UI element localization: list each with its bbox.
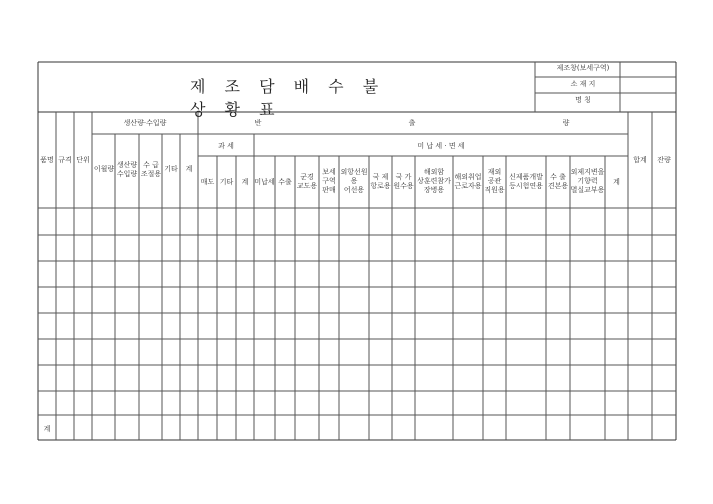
header-tax-exempt-10: 재외 공관 직원용 <box>484 168 505 194</box>
header-production-import: 생산량 수입량 <box>116 161 138 178</box>
header-tax-exempt-9: 해외취업 근로자용 <box>454 173 482 190</box>
info-name-label: 명 칭 <box>575 96 591 104</box>
header-supply-adjust: 수 급 조절용 <box>140 161 162 178</box>
header-tax-exempt-8: 해외함 상훈련참가 장병용 <box>417 168 451 194</box>
header-unit: 단위 <box>76 156 90 164</box>
footer-total-label: 계 <box>43 425 51 433</box>
header-subtotal-in: 계 <box>185 165 193 173</box>
form-title: 제 조 담 배 수 불 상 황 표 <box>190 77 386 119</box>
header-spec: 규격 <box>58 156 72 164</box>
header-outgoing-3: 량 <box>562 119 570 127</box>
header-outgoing-2: 출 <box>408 119 416 127</box>
header-other-in: 기타 <box>164 165 178 173</box>
header-grand-total: 합계 <box>633 156 647 164</box>
header-untaxed: 미 납 세 · 면 세 <box>417 142 465 150</box>
header-tax-exempt-7: 국 가 원수용 <box>393 173 414 190</box>
info-factory-label: 제조창(보세구역) <box>556 64 610 72</box>
header-taxed-subtotal: 계 <box>241 178 249 186</box>
header-item: 품명 <box>40 156 54 164</box>
header-dom-sales: 매도 <box>200 178 215 186</box>
header-taxed: 과 세 <box>218 142 234 150</box>
header-outgoing-1: 반 <box>254 119 262 127</box>
info-location-label: 소 재 지 <box>570 80 596 88</box>
header-tax-exempt-11: 신제품개발 등시험연용 <box>509 173 543 190</box>
header-tax-exempt-5: 외항선원 용 어선용 <box>340 168 368 194</box>
header-production-group: 생산량·수입량 <box>123 119 167 127</box>
header-tax-exempt-13: 외제지변을 기향력 멸실교부용 <box>570 168 605 194</box>
header-carryover: 이월량 <box>93 165 115 173</box>
header-tax-exempt-1: 미납세 <box>254 178 275 186</box>
header-tax-exempt-4: 보세 구역 판매 <box>322 168 336 194</box>
header-remaining: 잔량 <box>657 156 671 164</box>
header-tax-exempt-2: 수출 <box>278 178 292 186</box>
header-untaxed-subtotal: 계 <box>613 178 620 186</box>
header-taxed-other: 기타 <box>219 178 234 186</box>
header-tax-exempt-3: 군경 교도용 <box>296 173 318 190</box>
header-tax-exempt-12: 수 출 견본용 <box>547 173 569 190</box>
header-tax-exempt-6: 국 제 항로용 <box>370 173 391 190</box>
